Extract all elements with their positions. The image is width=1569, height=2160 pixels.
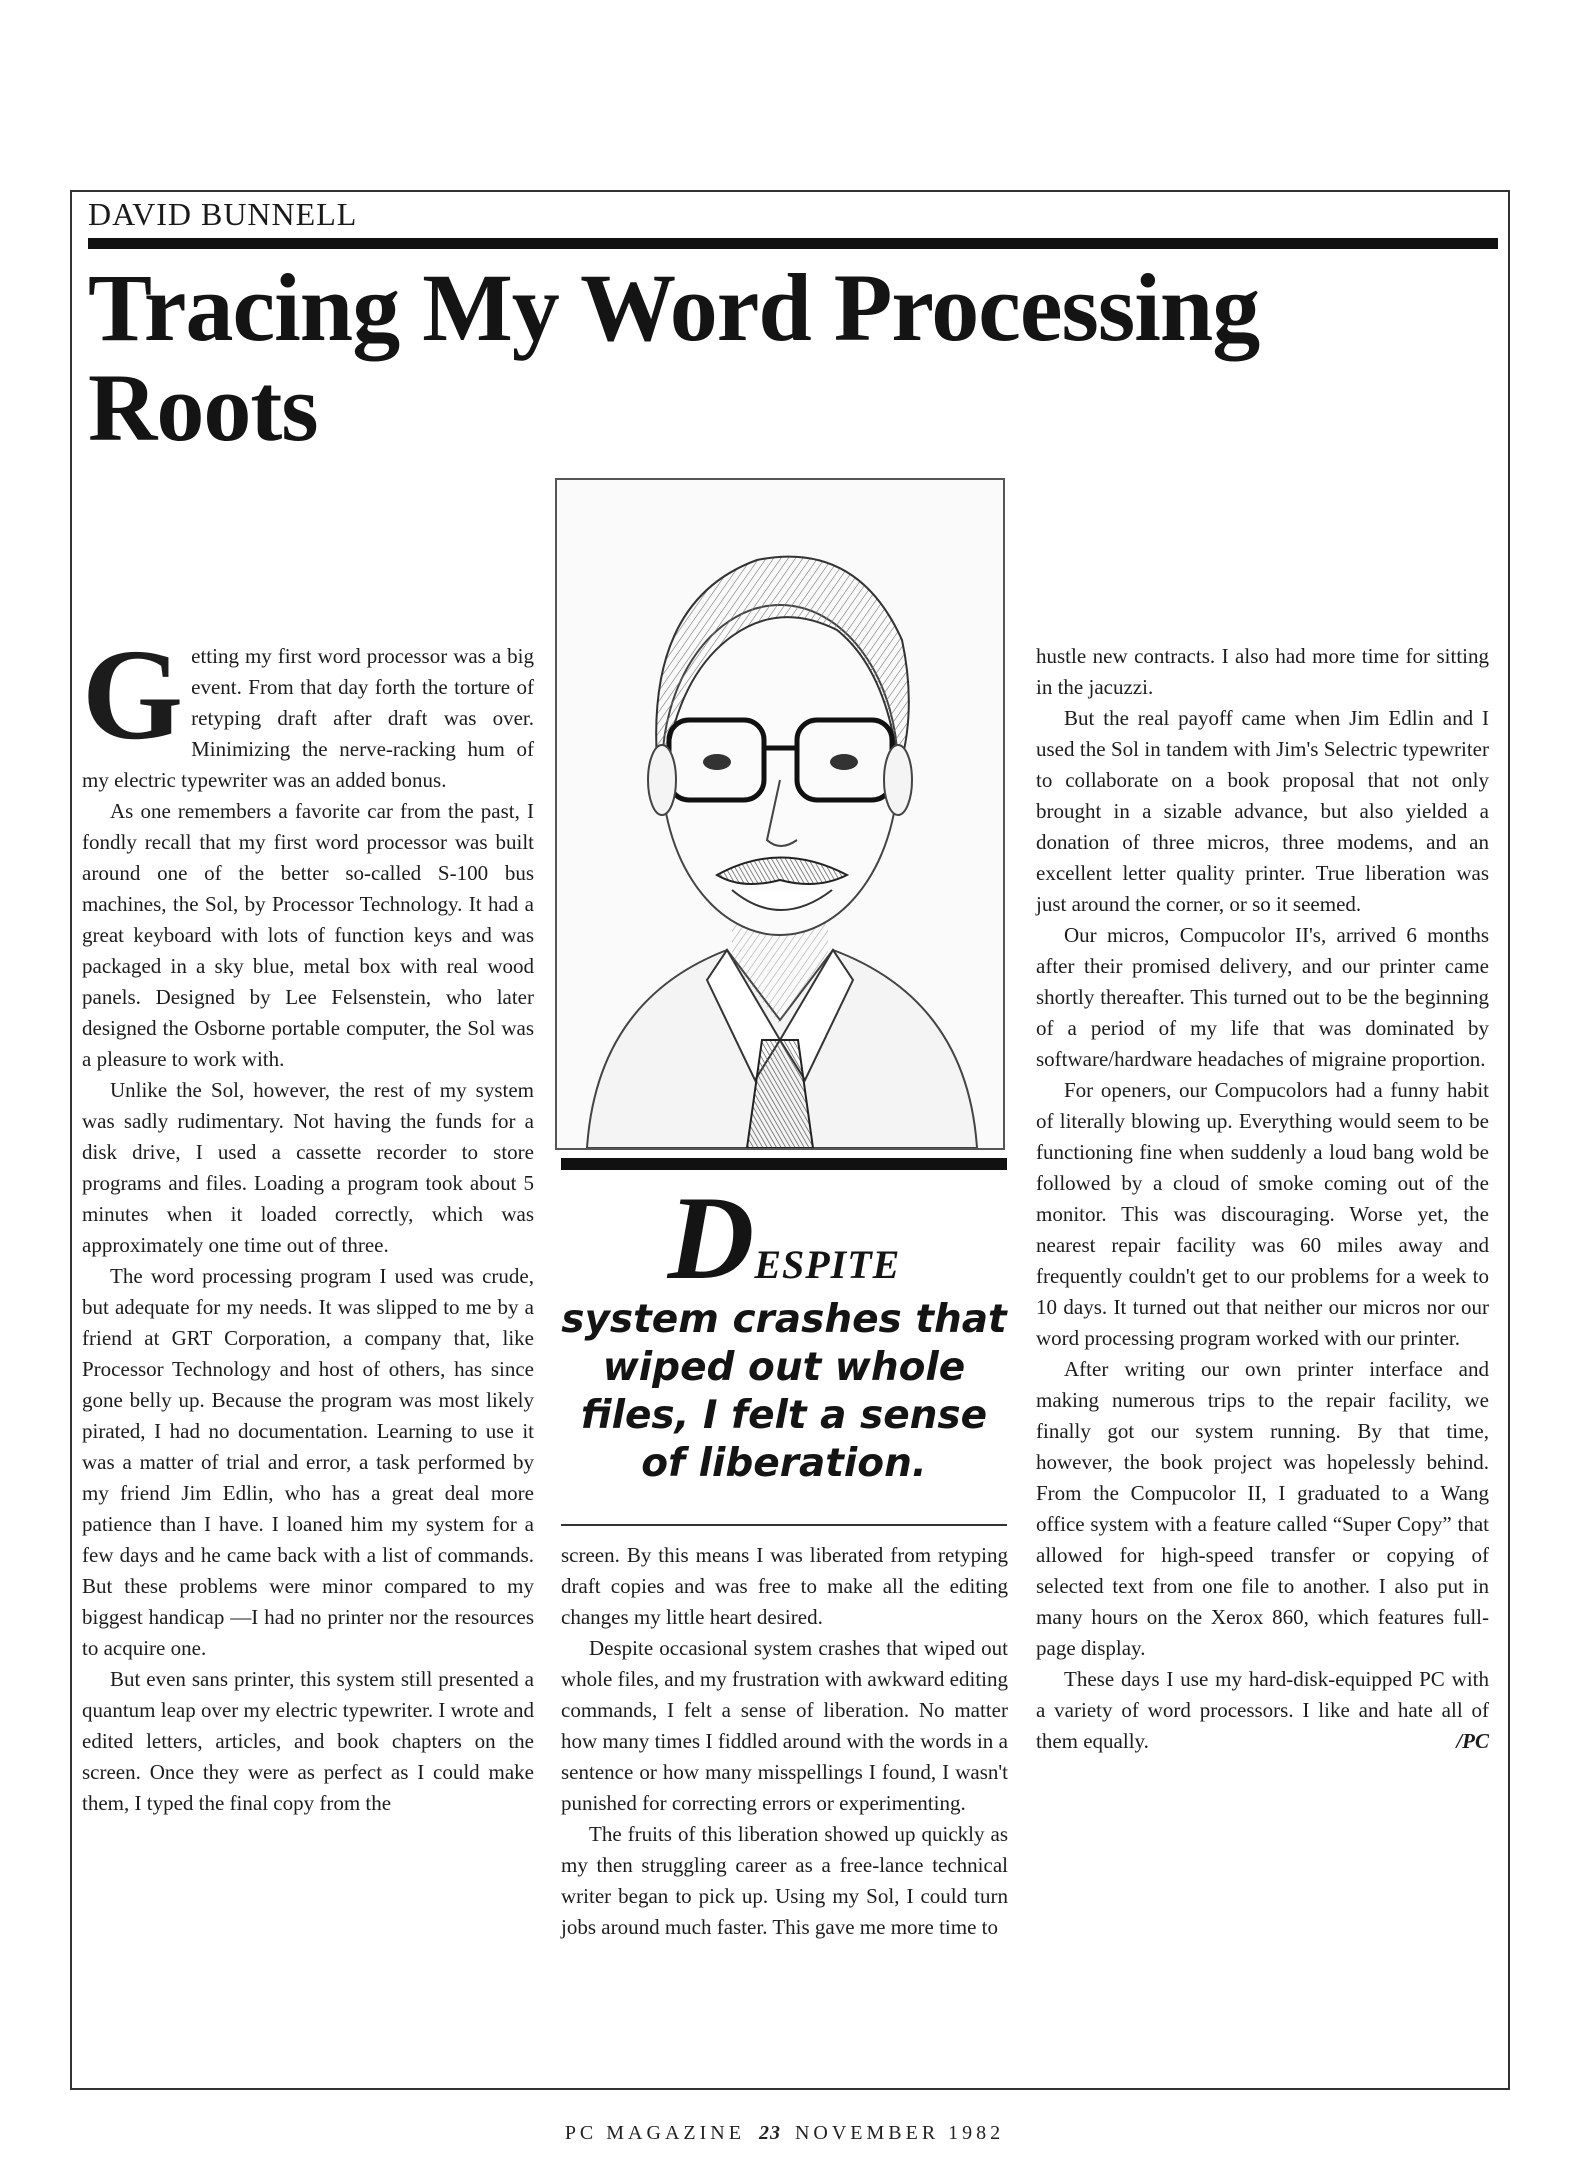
paragraph-text: etting my first word processor was a big event. From that day forth the torture of retyping draft after draft was over. Minimizing the nerve-racking hum of my electric typewriter was an added bonus.	[82, 644, 534, 792]
article-column-2	[561, 1540, 1008, 1943]
pull-quote-text: system crashes that wiped out whole files, I felt a sense of liberation.	[561, 1297, 1007, 1486]
paragraph: Unlike the Sol, however, the rest of my system was sadly rudimentary. Not having the funds for a disk drive, I used a cassette recorder to store programs and files. Loading a program took about 5 minutes when it loaded correctly, which was approximately one time out of three.	[82, 1078, 534, 1257]
pull-quote	[561, 1171, 1007, 1488]
drop-cap: G	[82, 623, 184, 767]
author-portrait	[555, 478, 1005, 1150]
paragraph: But the real payoff came when Jim Edlin and I used the Sol in tandem with Jim's Selectric typewriter to collaborate on a book proposal that not only brought in a sizable advance, but also yielded a donation of three micros, three modems, and an excellent letter quality printer. True liberation was just around the corner, or so it seemed.	[1036, 706, 1489, 916]
footer-date: NOVEMBER 1982	[794, 2122, 1005, 2144]
article-column-1	[82, 623, 534, 1819]
signoff: /PC	[1456, 1729, 1489, 1753]
pull-quote-first-word-rest: ESPITE	[754, 1242, 901, 1287]
header-rule	[88, 238, 1498, 249]
page-footer	[0, 2122, 1569, 2145]
pull-quote-initial: D	[667, 1171, 755, 1304]
pull-quote-first-word	[561, 1171, 1007, 1304]
paragraph: hustle new contracts. I also had more time for sitting in the jacuzzi.	[1036, 644, 1489, 699]
paragraph: As one remembers a favorite car from the past, I fondly recall that my first word processor was built around one of the better so-called S-100 bus machines, the Sol, by Processor Technology. It had a great keyboard with lots of function keys and was packaged in a sky blue, metal box with real wood panels. Designed by Lee Felsenstein, who later designed the Osborne portable computer, the Sol was a pleasure to work with.	[82, 799, 534, 1071]
footer-publication: PC MAGAZINE	[564, 2122, 745, 2144]
paragraph: Our micros, Compucolor II's, arrived 6 months after their promised delivery, and our printer came shortly thereafter. This turned out to be the beginning of a period of my life that was dominated by software/hardware headaches of migraine proportion.	[1036, 923, 1489, 1071]
paragraph: The word processing program I used was crude, but adequate for my needs. It was slipped to me by a friend at GRT Corporation, a company that, like Processor Technology and host of others, has since gone belly up. Because the program was most likely pirated, I had no documentation. Learning to use it was a matter of trial and error, a task performed by my friend Jim Edlin, who has a great deal more patience than I have. I loaned him my system for a few days and he came back with a list of commands. But these problems were minor compared to my biggest handicap —I had no printer nor the resources to acquire one.	[82, 1264, 534, 1660]
headline: Tracing My Word Processing Roots	[88, 254, 1260, 461]
paragraph: These days I use my hard-disk-equipped PC with a variety of word processors. I like and hate all of them equally.	[1036, 1667, 1489, 1753]
byline: DAVID BUNNELL	[88, 196, 358, 232]
pull-quote-rule-bottom	[561, 1524, 1007, 1526]
page-number: 23	[758, 2122, 781, 2144]
paragraph: screen. By this means I was liberated from retyping draft copies and was free to make all the editing changes my little heart desired.	[561, 1543, 1008, 1629]
article-column-3	[1036, 641, 1489, 1757]
portrait-illustration	[557, 480, 1003, 1148]
paragraph: Despite occasional system crashes that wiped out whole files, and my frustration with awkward editing commands, I felt a sense of liberation. No matter how many times I fiddled around with the words in a sentence or how many misspellings I found, I wasn't punished for correcting errors or experimenting.	[561, 1636, 1008, 1815]
paragraph	[82, 623, 534, 796]
paragraph: But even sans printer, this system still presented a quantum leap over my electric typewriter. I wrote and edited letters, articles, and book chapters on the screen. Once they were as perfect as I could make them, I typed the final copy from the	[82, 1667, 534, 1815]
pull-quote-rule-top	[561, 1158, 1007, 1170]
paragraph: The fruits of this liberation showed up quickly as my then struggling career as a free-lance technical writer began to pick up. Using my Sol, I could turn jobs around much faster. This gave me more time to	[561, 1822, 1008, 1939]
paragraph: For openers, our Compucolors had a funny habit of literally blowing up. Everything would seem to be functioning fine when suddenly a loud bang wold be followed by a cloud of smoke coming out of the monitor. This was discouraging. Worse yet, the nearest repair facility was 60 miles away and frequently couldn't get to our problems for a week to 10 days. It turned out that neither our micros nor our word processing program worked with our printer.	[1036, 1078, 1489, 1350]
paragraph: After writing our own printer interface and making numerous trips to the repair facility, we finally got our system running. By that time, however, the book project was hopelessly behind. From the Compucolor II, I graduated to a Wang office system with a feature called “Super Copy” that allowed for high-speed transfer or copying of selected text from one file to another. I also put in many hours on the Xerox 860, which features full-page display.	[1036, 1357, 1489, 1660]
